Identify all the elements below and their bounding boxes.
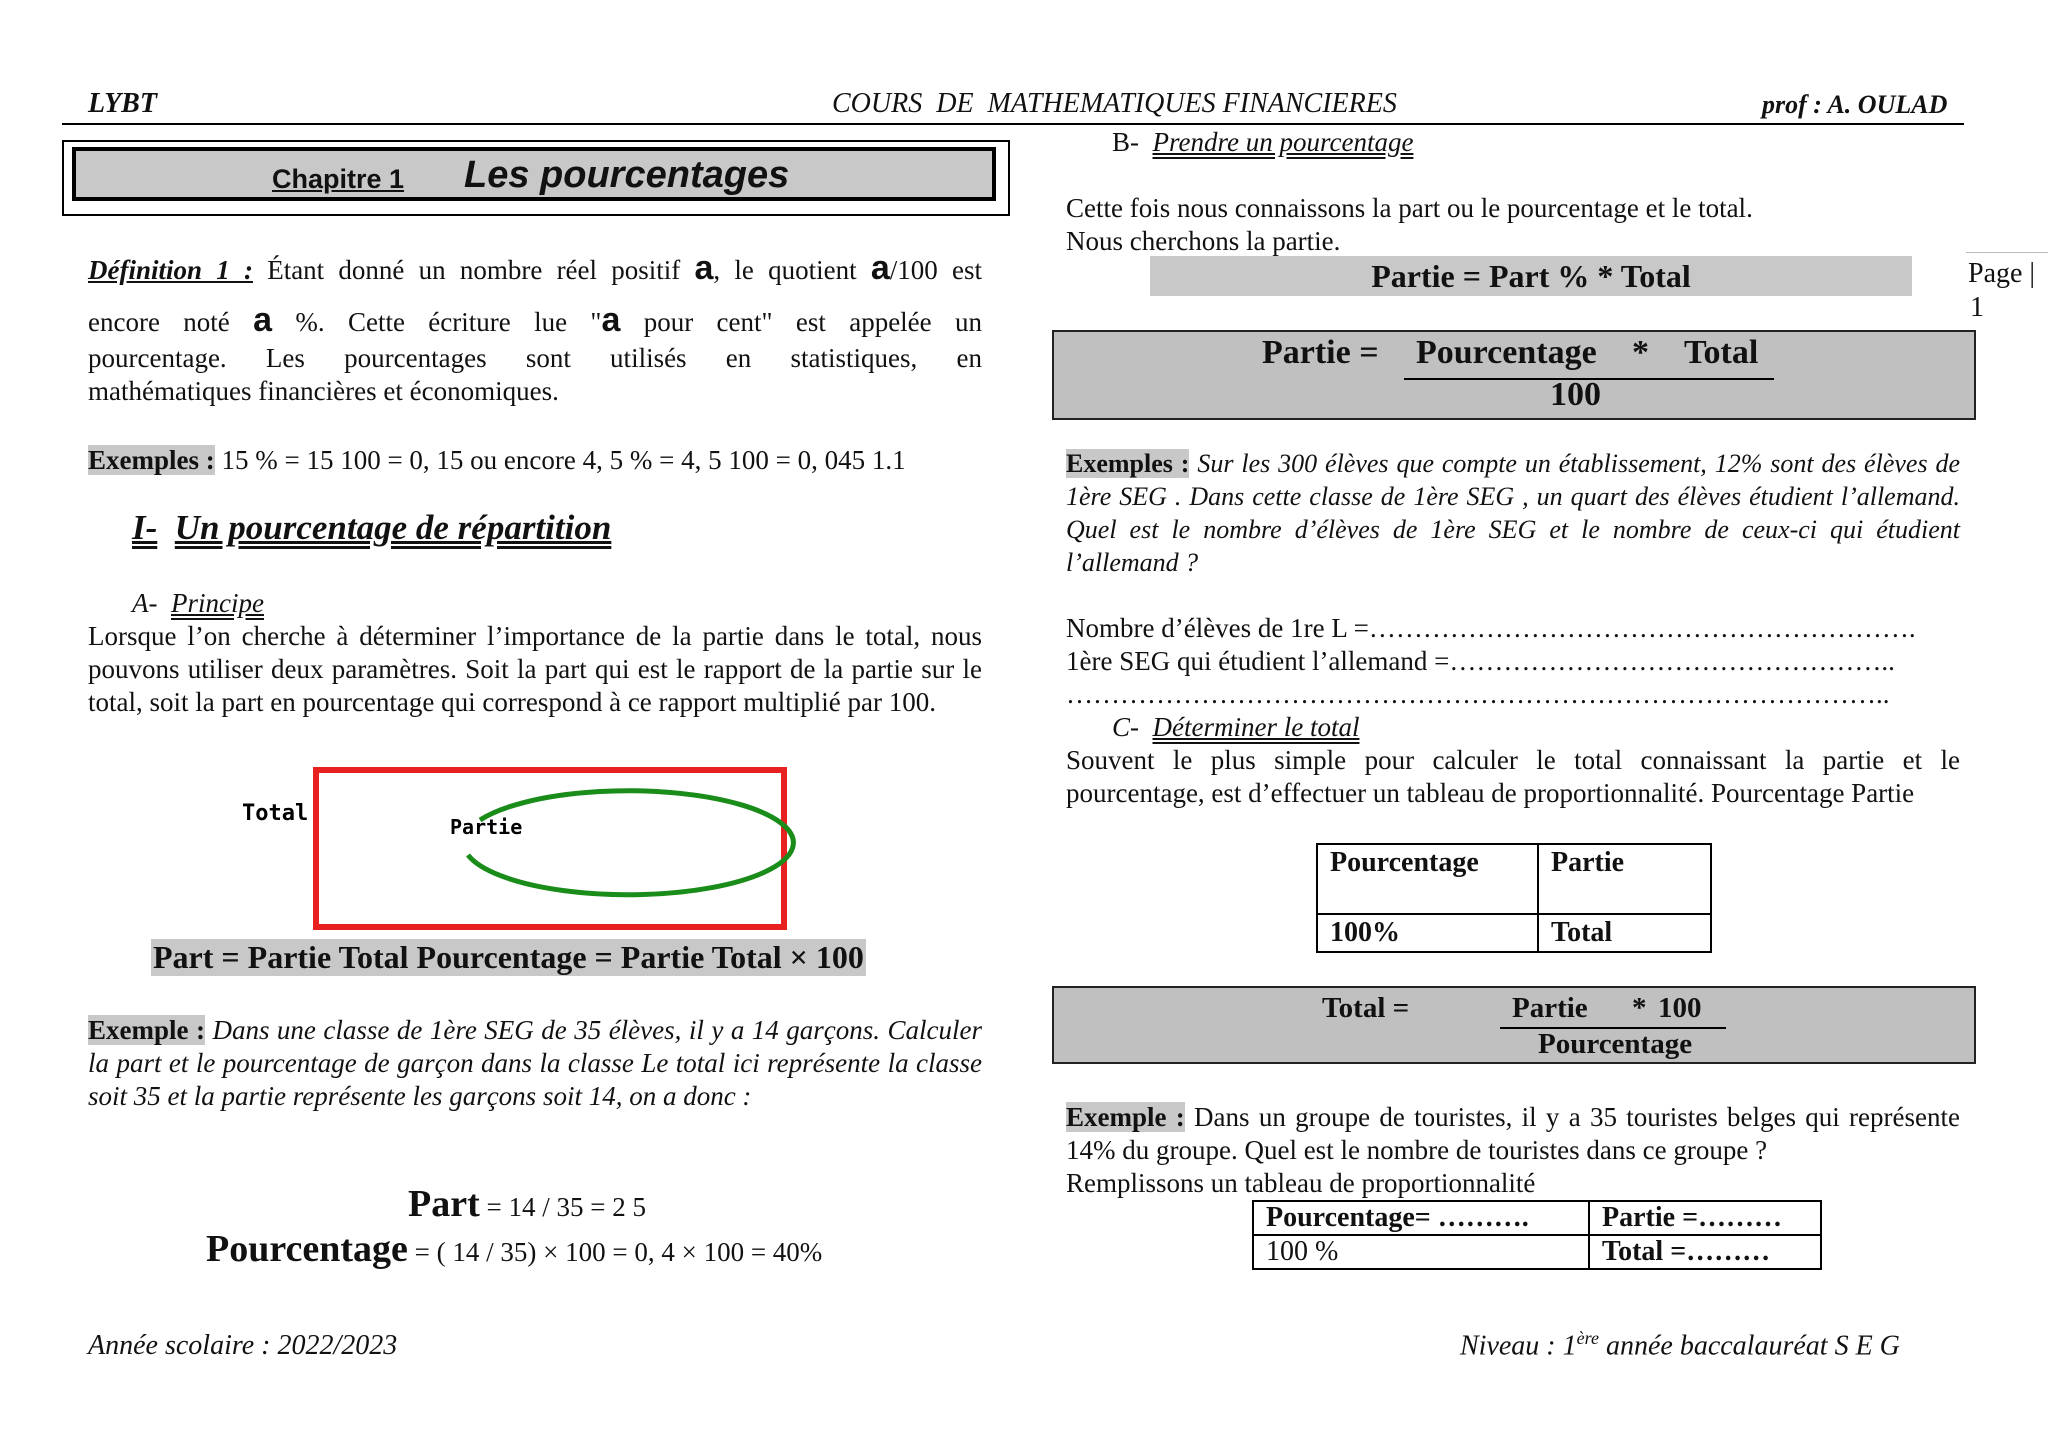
- examples-1-label: Exemples :: [88, 445, 215, 475]
- section-c-text: Souvent le plus simple pour calculer le total connaissant la partie et le pourcentage, est d’effectuer un tableau de proportionnalité. Pourcentage Partie: [1066, 745, 1960, 808]
- example-table: [1252, 1200, 1822, 1270]
- example-3: Exemple : Dans un groupe de touristes, il y a 35 touristes belges qui représente 14% du groupe. Quel est le nombre de touristes dans ce groupe ?: [1066, 1102, 1960, 1165]
- formula-box-partie-star: *: [1632, 334, 1649, 371]
- formula-box-partie-den: 100: [1550, 376, 1601, 413]
- definition-label: Définition 1 :: [88, 255, 253, 285]
- table-cell: 100%: [1317, 914, 1538, 952]
- header-right: prof : A. OULAD: [1762, 90, 1948, 119]
- page-marker-line-1: Page |: [1968, 258, 2036, 289]
- formula-box-total-lhs: Total =: [1322, 992, 1410, 1024]
- examples-2-line-3: ………………………………………………………………………………..: [1066, 679, 1890, 709]
- chapter-title: Les pourcentages: [464, 154, 790, 196]
- examples-2: Exemples : Sur les 300 élèves que compte un établissement, 12% sont des élèves de 1ère SEG . Dans cette classe de 1ère SEG , un quart des élèves étudient l’allemand. Quel est le nombre d’élèves de 1ère SEG et le nombre de ceux-ci qui étudient l’allemand ?: [1066, 449, 1960, 577]
- table-row: [1317, 914, 1711, 952]
- partie-label: Partie: [450, 815, 523, 839]
- proportion-table: [1316, 843, 1712, 953]
- partie-ellipse: [468, 791, 793, 895]
- page-marker-line-2: 1: [1970, 292, 1984, 323]
- result-part: Part = 14 / 35 = 2 5: [408, 1183, 646, 1225]
- formula-part-pourcentage: Part = Partie Total Pourcentage = Partie Total × 100: [153, 939, 864, 975]
- definition-line-1: Définition 1 : Étant donné un nombre réel positif a, le quotient a/100 est: [88, 249, 982, 287]
- result-pourcentage: Pourcentage = ( 14 / 35) × 100 = 0, 4 × 100 = 40%: [206, 1228, 823, 1270]
- total-label: Total: [242, 801, 309, 826]
- example-3-line-2: Remplissons un tableau de proportionnalité: [1066, 1168, 1536, 1198]
- table-cell: Pourcentage= ……….: [1253, 1201, 1589, 1235]
- example-3-label: Exemple :: [1066, 1102, 1185, 1132]
- definition-line-2: encore noté a %. Cette écriture lue "a pour cent" est appelée un: [88, 301, 982, 339]
- chapter-number: Chapitre 1: [272, 164, 405, 194]
- example-1: Exemple : Dans une classe de 1ère SEG de 35 élèves, il y a 14 garçons. Calculer la part et le pourcentage de garçon dans la classe Le total ici représente la classe soit 35 et la partie représente les garçons soit 14, on a donc :: [88, 1015, 982, 1111]
- table-cell: Partie =………: [1589, 1201, 1821, 1235]
- formula-box-total-den: Pourcentage: [1538, 1028, 1693, 1060]
- table-row: [1317, 844, 1711, 914]
- examples-2-line-2: 1ère SEG qui étudient l’allemand =…………………………………………..: [1066, 646, 1895, 676]
- examples-2-label: Exemples :: [1066, 449, 1190, 478]
- header-center: COURS DE MATHEMATIQUES FINANCIERES: [832, 88, 1397, 119]
- table-cell: Partie: [1538, 844, 1711, 914]
- footer-left: Année scolaire : 2022/2023: [88, 1330, 398, 1361]
- section-b-heading: B- Prendre un pourcentage: [1112, 127, 1414, 157]
- formula-box-total-star: *: [1632, 992, 1647, 1024]
- table-cell: 100 %: [1253, 1235, 1589, 1269]
- section-b-line-1: Cette fois nous connaissons la part ou le pourcentage et le total.: [1066, 193, 1753, 223]
- definition-line-3: pourcentage. Les pourcentages sont utilisés en statistiques, en: [88, 343, 982, 373]
- table-row: [1253, 1235, 1821, 1269]
- definition-line-4: mathématiques financières et économiques.: [88, 376, 559, 406]
- section-c-heading: C- Déterminer le total: [1112, 712, 1360, 742]
- table-cell: Pourcentage: [1317, 844, 1538, 914]
- example-1-label: Exemple :: [88, 1015, 205, 1045]
- formula-box-partie-lhs: Partie =: [1262, 334, 1379, 371]
- table-cell: Total: [1538, 914, 1711, 952]
- principle-text: Lorsque l’on cherche à déterminer l’importance de la partie dans le total, nous pouvons utiliser deux paramètres. Soit la part qui est le rapport de la partie sur le total, soit la part en pourcentage qui correspond à ce rapport multiplié par 100.: [88, 621, 982, 717]
- total-partie-diagram: [230, 760, 800, 935]
- formula-box-partie-num2: Total: [1684, 334, 1759, 371]
- page-marker-rule: [1966, 252, 2048, 253]
- formula-box-total-num1: Partie: [1512, 992, 1588, 1024]
- total-rectangle: [316, 770, 784, 927]
- header-rule: [62, 123, 1964, 125]
- examples-2-line-1: Nombre d’élèves de 1re L =…………………………………………………….: [1066, 613, 1916, 643]
- section-1-heading: I- Un pourcentage de répartition: [132, 508, 612, 547]
- table-cell: Total =………: [1589, 1235, 1821, 1269]
- principle-heading: A- Principe: [132, 588, 264, 618]
- formula-box-total-num2: 100: [1658, 992, 1702, 1024]
- formula-partie: Partie = Part % * Total: [1150, 256, 1912, 296]
- table-row: [1253, 1201, 1821, 1235]
- section-b-line-2: Nous cherchons la partie.: [1066, 226, 1341, 256]
- header-left: LYBT: [88, 88, 157, 119]
- examples-1: Exemples : 15 % = 15 100 = 0, 15 ou encore 4, 5 % = 4, 5 100 = 0, 045 1.1: [88, 445, 906, 475]
- formula-box-partie-num1: Pourcentage: [1416, 334, 1597, 371]
- footer-right: Niveau : 1ère année baccalauréat S E G: [1460, 1328, 1900, 1362]
